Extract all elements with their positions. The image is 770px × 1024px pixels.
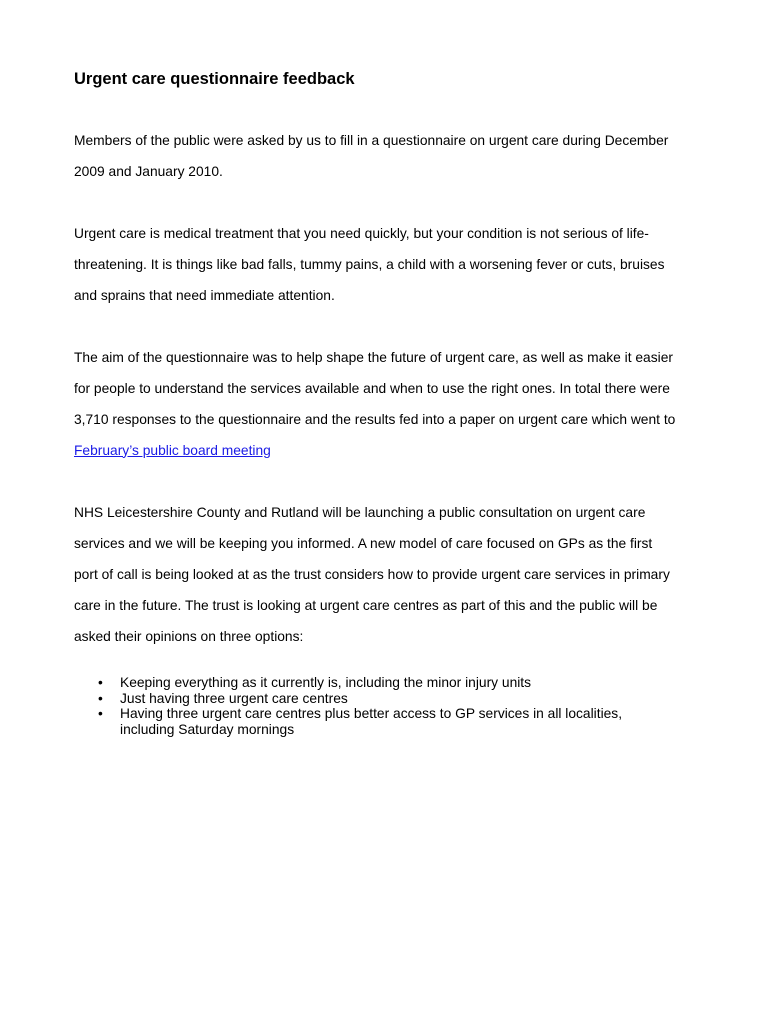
list-item-text: including Saturday mornings	[120, 721, 295, 737]
text-line: asked their opinions on three options:	[74, 628, 304, 644]
text-line: and sprains that need immediate attention.	[74, 287, 335, 303]
text-line: Urgent care is medical treatment that you need quickly, but your condition is not serious of life-	[74, 225, 649, 241]
bullet-icon: •	[98, 675, 103, 690]
aim-paragraph	[74, 334, 704, 474]
text-line: threatening. It is things like bad falls, tummy pains, a child with a worsening fever or cuts, bruises	[74, 256, 665, 272]
list-item-text: Just having three urgent care centres	[120, 690, 348, 706]
options-list	[74, 675, 704, 737]
text-line: 3,710 responses to the questionnaire and the results fed into a paper on urgent care which went to	[74, 411, 676, 427]
text-line: services and we will be keeping you informed. A new model of care focused on GPs as the first	[74, 535, 653, 551]
text-line: The aim of the questionnaire was to help shape the future of urgent care, as well as make it easier	[74, 349, 673, 365]
consultation-paragraph	[74, 489, 704, 660]
definition-paragraph	[74, 210, 704, 319]
list-item	[74, 706, 704, 737]
page-title: Urgent care questionnaire feedback	[74, 70, 355, 88]
text-line: NHS Leicestershire County and Rutland will be launching a public consultation on urgent care	[74, 504, 646, 520]
text-line: Members of the public were asked by us to fill in a questionnaire on urgent care during December	[74, 132, 669, 148]
text-line: port of call is being looked at as the trust considers how to provide urgent care services in primary	[74, 566, 670, 582]
text-line: 2009 and January 2010.	[74, 163, 223, 179]
text-line	[74, 443, 704, 459]
list-item-text: Keeping everything as it currently is, including the minor injury units	[120, 675, 532, 690]
board-meeting-link[interactable]: February’s public board meeting	[74, 442, 271, 458]
text-line: care in the future. The trust is looking at urgent care centres as part of this and the public will be	[74, 597, 658, 613]
list-item	[74, 675, 704, 691]
document-page	[74, 68, 704, 737]
text-line: for people to understand the services available and when to use the right ones. In total there were	[74, 380, 670, 396]
bullet-icon: •	[98, 706, 103, 721]
intro-paragraph	[74, 117, 704, 195]
list-item-text: Having three urgent care centres plus better access to GP services in all localities,	[120, 706, 623, 721]
bullet-icon: •	[98, 690, 103, 706]
list-item	[74, 691, 704, 707]
